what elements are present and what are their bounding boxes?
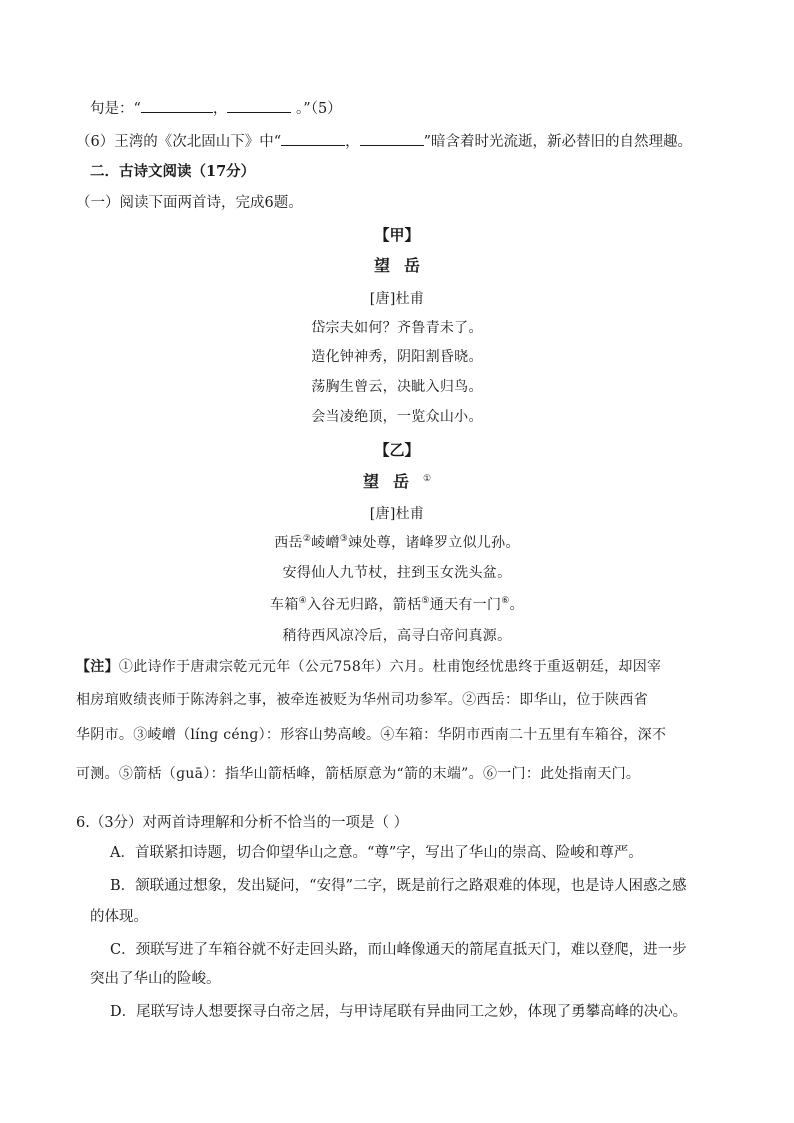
poem-b-line: 安得仙人九节杖，拄到玉女洗头盆。 <box>282 565 512 581</box>
poem-a-line: 荡胸生曾云，决眦入归鸟。 <box>311 379 483 395</box>
poem-b-author: [唐]杜甫 <box>369 506 425 522</box>
poem-a-line: 造化钟神秀，阴阳割昏晓。 <box>311 349 483 365</box>
footnote-marker: ② <box>302 534 312 544</box>
poem-b-label: 【乙】 <box>374 441 420 459</box>
notes-line: 相房琯败绩丧师于陈涛斜之事，被牵连被贬为华州司功参军。②西岳：即华山，位于陕西省 <box>76 692 648 708</box>
footnote-marker: ④ <box>298 596 307 606</box>
option-b[interactable]: B．颔联通过想象，发出疑问，“安得”二字，既是前行之路艰难的体现，也是诗人困惑之感 <box>110 878 687 894</box>
poem-a-author: [唐]杜甫 <box>369 291 425 307</box>
option-a[interactable]: A．首联紧扣诗题，切合仰望华山之意。“尊”字，写出了华山的崇高、险峻和尊严。 <box>110 845 643 861</box>
fill-line-5: 句是：“ ， 。”（5） <box>90 98 342 119</box>
footnote-marker: ⑥ <box>501 596 510 606</box>
answer-blank[interactable] <box>141 98 213 113</box>
poem-b-title: 望岳 <box>362 472 423 491</box>
footnote-marker: ① <box>422 474 432 484</box>
notes-line: 【注】①此诗作于唐肃宗乾元元年（公元758年）六月。杜甫饱经忧患终于重返朝廷，却因宰 <box>76 659 662 675</box>
section-intro: （一）阅读下面两首诗，完成6题。 <box>76 195 303 211</box>
poem-b-line: 车箱④入谷无归路，箭栝⑤通天有一门⑥。 <box>270 596 524 613</box>
poem-b-line: 稍待西风凉冷后，高寻白帝问真源。 <box>282 628 512 644</box>
option-c-continued: 突出了华山的险峻。 <box>90 971 221 987</box>
poem-a-title: 望岳 <box>373 256 434 275</box>
option-d[interactable]: D．尾联写诗人想要探寻白帝之居，与甲诗尾联有异曲同工之妙，体现了勇攀高峰的决心。 <box>110 1004 688 1020</box>
option-c[interactable]: C．颈联写进了车箱谷就不好走回头路，而山峰像通天的箭尾直抵天门，难以登爬，进一步 <box>110 942 687 958</box>
option-b-continued: 的体现。 <box>90 909 148 925</box>
section-heading: 二．古诗文阅读（17分） <box>90 163 256 180</box>
answer-blank[interactable] <box>360 131 424 146</box>
poem-a-line: 岱宗夫如何？齐鲁青未了。 <box>311 320 483 336</box>
poem-a-line: 会当凌绝顶，一览众山小。 <box>311 409 483 425</box>
question-stem: 6.（3分）对两首诗理解和分析不恰当的一项是（ ） <box>76 815 409 831</box>
footnote-marker: ⑤ <box>421 596 430 606</box>
poem-a-label: 【甲】 <box>374 226 420 244</box>
notes-label: 【注】 <box>76 659 119 675</box>
poem-b-title-row <box>0 472 794 493</box>
answer-blank[interactable] <box>281 131 345 146</box>
notes-line: 可测。⑤箭栝（ɡuā）：指华山箭栝峰，箭栝原意为“箭的末端”。⑥一门：此处指南天门。 <box>76 766 641 782</box>
notes-line: 华阴市。③崚嶒（línɡ cénɡ）：形容山势高峻。④车箱：华阴市西南二十五里有车箱谷，深不 <box>76 727 667 743</box>
fill-line-6: （6）王湾的《次北固山下》中“ ， ”暗含着时光流逝，新必替旧的自然理趣。 <box>76 131 692 152</box>
answer-blank[interactable] <box>227 98 291 113</box>
poem-b-line: 西岳②崚嶒③竦处尊，诸峰罗立似儿孙。 <box>274 534 520 551</box>
footnote-marker: ③ <box>339 534 349 544</box>
